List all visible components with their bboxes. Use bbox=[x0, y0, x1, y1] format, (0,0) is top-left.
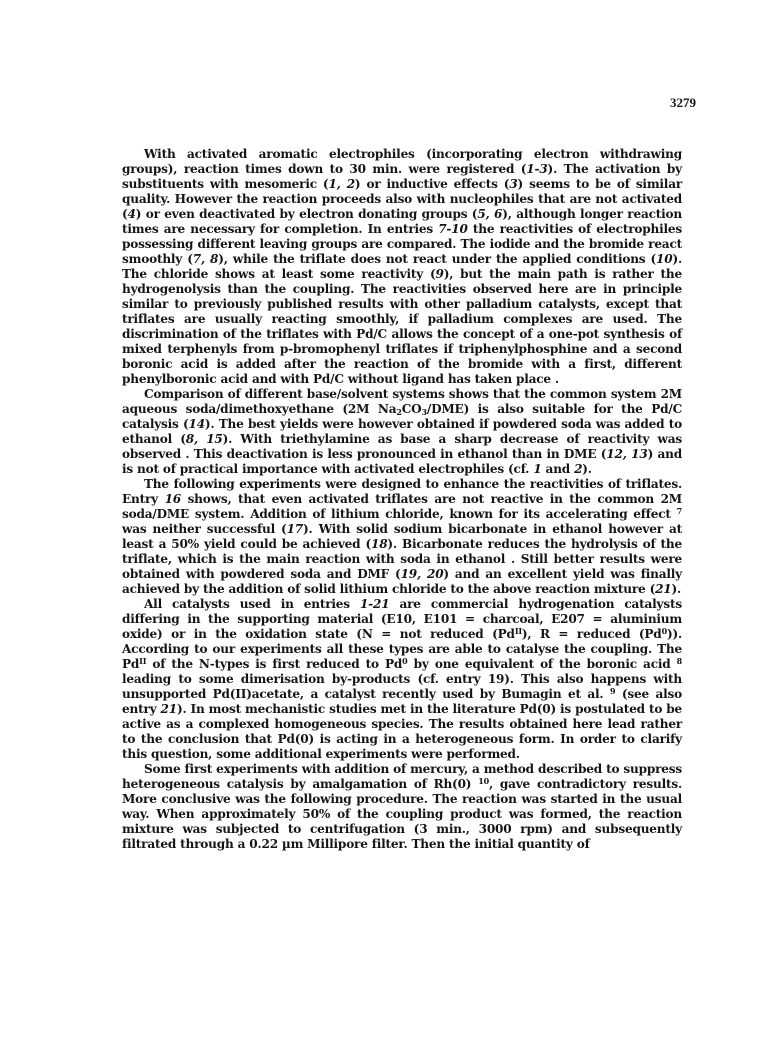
compound-ref: 8, 15 bbox=[185, 432, 223, 446]
paragraph-triflates bbox=[122, 477, 682, 597]
text-run: ). With solid sodium bicarbonate in ethanol however at least a 50% yield could be achieved ( bbox=[122, 522, 682, 551]
compound-ref: 5, 6 bbox=[477, 207, 503, 221]
compound-ref: 9 bbox=[435, 267, 444, 281]
body-text bbox=[122, 147, 682, 852]
text-run: ) and is not of practical importance with activated electrophiles (cf. bbox=[122, 447, 682, 476]
superscript: 7 bbox=[676, 506, 682, 516]
text-run: ), but the main path is rather the hydrogenolysis than the coupling. The reactivities observed here are in principle similar to previously published results with other palladium catalysts, except that triflates are usually reacting smoothly, if palladium complexes are used. The discrimination of the triflates with Pd/C allows the concept of a one-pot synthesis of mixed terphenyls from p-bromophenyl triflates if triphenylphosphine and a second boronic acid is added after the reaction of the bromide with a first, different phenylboronic acid and with Pd/C without ligand has taken place . bbox=[122, 267, 682, 386]
text-run: ), R = reduced (Pd bbox=[521, 627, 662, 641]
text-run: All catalysts used in entries bbox=[144, 597, 360, 611]
compound-ref: 3 bbox=[509, 177, 518, 191]
text-run: the reactivities of electrophiles possessing different leaving groups are compared. The iodide and the bromide react smoothly ( bbox=[122, 222, 682, 266]
superscript: 0 bbox=[402, 656, 408, 666]
text-run: ) seems to be of similar quality. However the reaction proceeds also with nucleophiles that are not activated ( bbox=[122, 177, 683, 221]
paragraph-mercury-experiments bbox=[122, 762, 682, 852]
text-run: ). bbox=[671, 582, 682, 596]
compound-ref: 12, 13 bbox=[606, 447, 648, 461]
text-run: Comparison of different base/solvent systems shows that the common system 2M aqueous soda/dimethoxyethane (2M Na bbox=[122, 387, 682, 416]
superscript: II bbox=[139, 656, 147, 666]
text-run: was neither successful ( bbox=[122, 522, 287, 536]
superscript: II bbox=[514, 626, 522, 636]
text-run: The following experiments were designed to enhance the reactivities of triflates. Entry bbox=[122, 477, 682, 506]
text-run: ). bbox=[582, 462, 592, 476]
text-run: shows, that even activated triflates are not reactive in the common 2M soda/DME system. Addition of lithium chloride, known for its accelerating effect bbox=[122, 492, 682, 521]
text-run: , gave contradictory results. More conclusive was the following procedure. The reaction was started in the usual way. When approximately 50% of the coupling product was formed, the reaction mixture was subjected to centrifugation (3 min., 3000 rpm) and subsequently filtrated through a 0.22 µm Millipore filter. Then the initial quantity of bbox=[122, 777, 682, 851]
text-run: ), while the triflate does not react under the applied conditions ( bbox=[218, 252, 657, 266]
paragraph-base-solvent bbox=[122, 387, 682, 477]
compound-ref: 21 bbox=[655, 582, 672, 596]
paragraph-activated-electrophiles bbox=[122, 147, 682, 387]
text-run: ). The chloride shows at least some reactivity ( bbox=[122, 252, 682, 281]
compound-ref: 17 bbox=[286, 522, 303, 536]
compound-ref: 10 bbox=[656, 252, 673, 266]
text-run: With activated aromatic electrophiles (incorporating electron withdrawing groups), reaction times down to 30 min. were registered ( bbox=[122, 147, 682, 176]
compound-ref: 14 bbox=[188, 417, 205, 431]
compound-ref: 7-10 bbox=[438, 222, 468, 236]
page-number: 3279 bbox=[670, 95, 696, 110]
text-run: ). The best yields were however obtained if powdered soda was added to ethanol ( bbox=[122, 417, 682, 446]
text-run: ). In most mechanistic studies met in the literature Pd(0) is postulated to be active as a complexed homogeneous species. The results obtained here lead rather to the conclusion that Pd(0) is acting in a heterogeneous form. In order to clarify this question, some additional experiments were performed. bbox=[122, 702, 682, 761]
subscript: 3 bbox=[421, 407, 427, 417]
compound-ref: 21 bbox=[160, 702, 177, 716]
text-run: ) or even deactivated by electron donating groups ( bbox=[135, 207, 478, 221]
text-run: of the N-types is first reduced to Pd bbox=[146, 657, 403, 671]
text-run: by one equivalent of the boronic acid bbox=[407, 657, 677, 671]
compound-ref: 19, 20 bbox=[400, 567, 444, 581]
text-run: leading to some dimerisation by-products (cf. entry 19). This also happens with unsupported Pd(II)acetate, a catalyst recently used by Bumagin et al. bbox=[122, 672, 682, 701]
text-run: /DME) is also suitable for the Pd/C catalysis ( bbox=[122, 402, 683, 431]
superscript: 8 bbox=[676, 656, 682, 666]
paragraph-catalysts bbox=[122, 597, 682, 762]
compound-ref: 16 bbox=[164, 492, 181, 506]
text-run: ) and an excellent yield was finally achieved by the addition of solid lithium chloride to the above reaction mixture ( bbox=[122, 567, 682, 596]
text-run: CO bbox=[401, 402, 422, 416]
compound-ref: 18 bbox=[370, 537, 388, 551]
text-run: ). Bicarbonate reduces the hydrolysis of the triflate, which is the main reaction with soda in ethanol . Still better results were obtained with powdered soda and DMF ( bbox=[122, 537, 682, 581]
compound-ref: 1-3 bbox=[526, 162, 548, 176]
text-run: Some first experiments with addition of mercury, a method described to suppress heterogeneous catalysis by amalgamation of Rh(0) bbox=[122, 762, 682, 791]
compound-ref: 1 bbox=[533, 462, 542, 476]
text-run: are commercial hydrogenation catalysts differing in the supporting material (E10, E101 = charcoal, E207 = aluminium oxide) or in the oxidation state (N = not reduced (Pd bbox=[122, 597, 682, 641]
text-run: (see also entry bbox=[122, 687, 682, 716]
text-run: and bbox=[541, 462, 575, 476]
compound-ref: 1-21 bbox=[359, 597, 390, 611]
compound-ref: 2 bbox=[574, 462, 583, 476]
text-run: ) or inductive effects ( bbox=[354, 177, 510, 191]
compound-ref: 4 bbox=[127, 207, 136, 221]
text-run: ), although longer reaction times are necessary for completion. In entries bbox=[122, 207, 682, 236]
superscript: 0 bbox=[661, 626, 667, 636]
superscript: 9 bbox=[609, 686, 616, 696]
compound-ref: 7, 8 bbox=[192, 252, 219, 266]
text-run: )). According to our experiments all these types are able to catalyse the coupling. The Pd bbox=[122, 627, 682, 671]
subscript: 2 bbox=[396, 407, 402, 417]
text-run: ). With triethylamine as base a sharp decrease of reactivity was observed . This deactivation is less pronounced in ethanol than in DME ( bbox=[122, 432, 682, 461]
text-run: ). The activation by substituents with mesomeric ( bbox=[122, 162, 682, 191]
compound-ref: 1, 2 bbox=[328, 177, 355, 191]
superscript: 10 bbox=[478, 776, 489, 786]
